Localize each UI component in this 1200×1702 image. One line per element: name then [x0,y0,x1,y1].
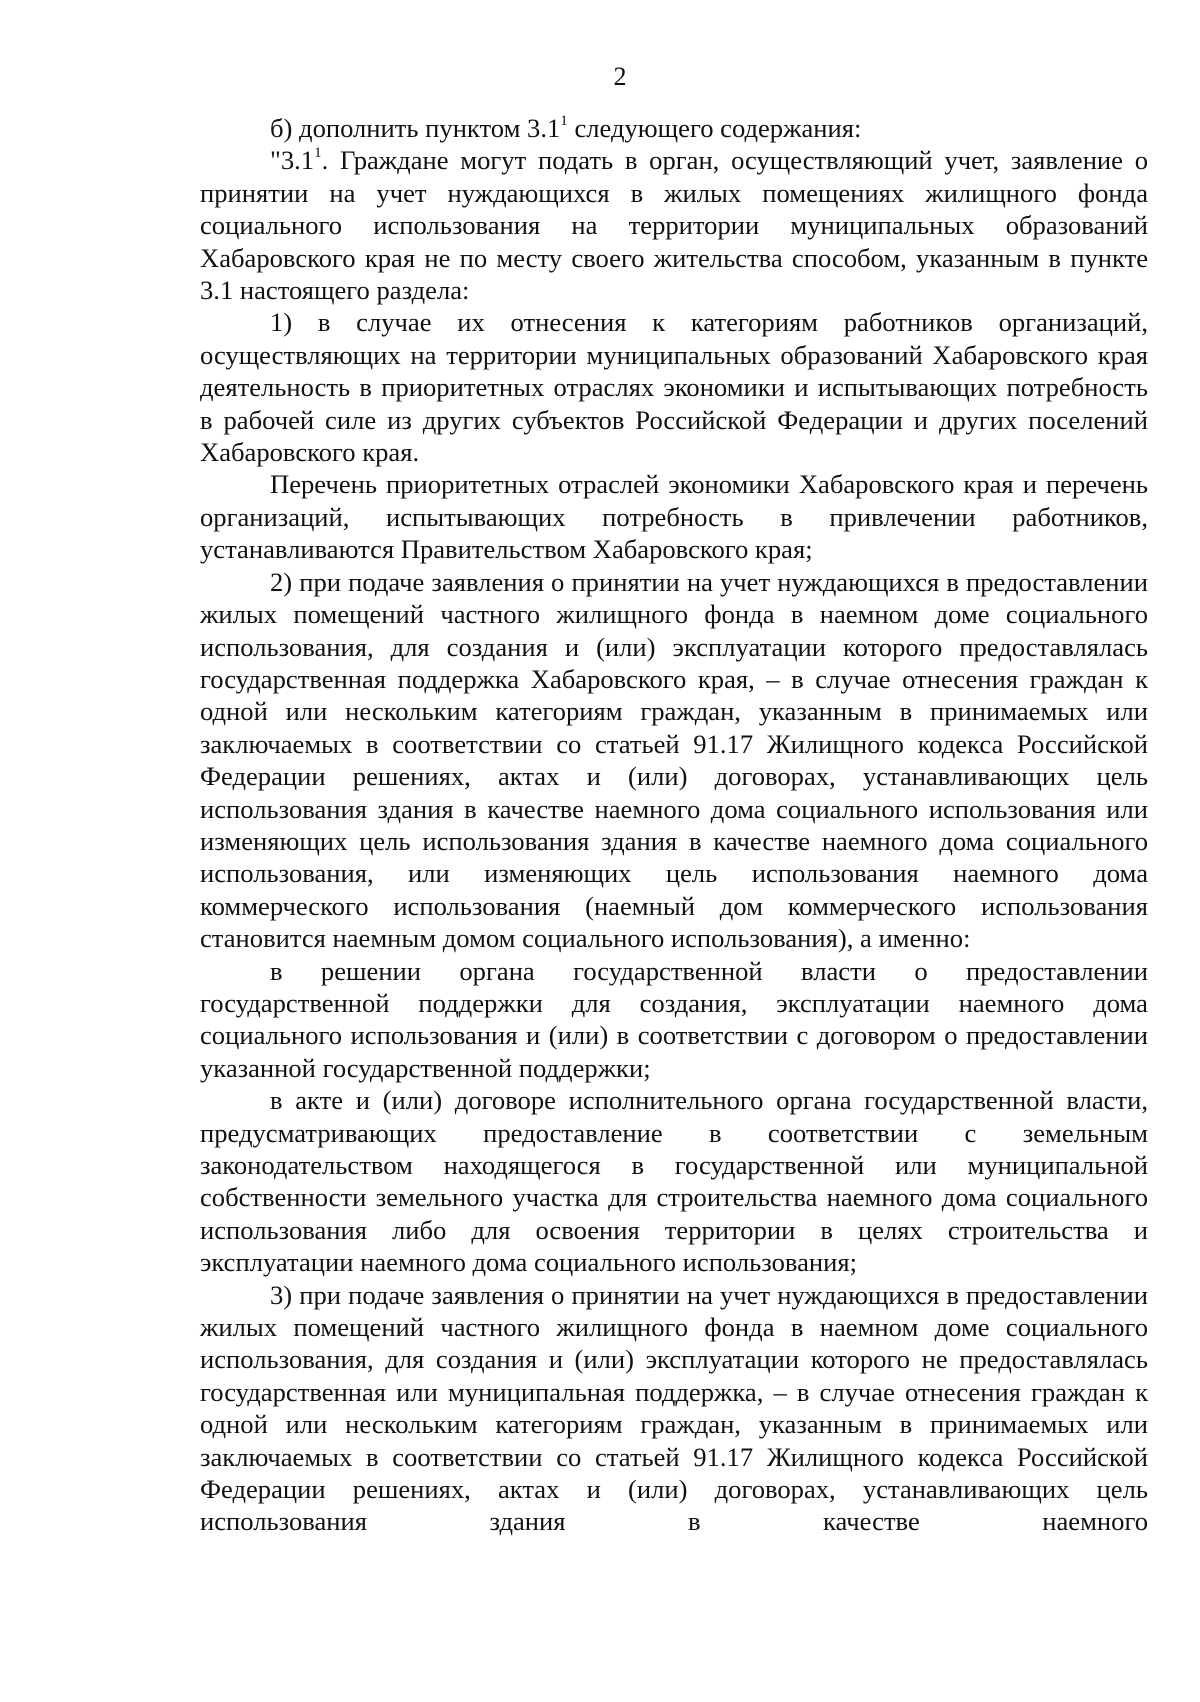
paragraph-amendment-intro [200,112,1148,144]
paragraph-item-3: 3) при подаче заявления о принятии на учет нуждающихся в предоставлении жилых помещений частного жилищного фонда в наемном доме социального использования, для создания и (или) эксплуатации которого не предоставлялась государственная или муниципальная поддержка, – в случае отнесения граждан к одной или нескольким категориям граждан, указанным в принимаемых или заключаемых в соответствии со статьей 91.17 Жилищного кодекса Российской Федерации решениях, актах и (или) договорах, устанавливающих цель использования здания в качестве наемного [200,1279,1148,1537]
paragraph-text-part: следующего содержания: [567,113,862,143]
paragraph-priority-list: Перечень приоритетных отраслей экономики Хабаровского края и перечень организаций, испытывающих потребность в привлечении работников, устанавливаются Правительством Хабаровского края; [200,469,1148,565]
document-body [200,112,1148,1538]
paragraph-text-part: "3.1 [270,145,315,176]
paragraph-item-1: 1) в случае их отнесения к категориям работников организаций, осуществляющих на территории муниципальных образований Хабаровского края деятельность в приоритетных отраслях экономики и испытывающих потребность в рабочей силе из других субъектов Российской Федерации и других поселений Хабаровского края. [200,307,1148,468]
paragraph-decision: в решении органа государственной власти о предоставлении государственной поддержки для создания, эксплуатации наемного дома социального использования и (или) в соответствии с договором о предоставлении указанной государственной поддержки; [200,955,1148,1083]
superscript-index: 1 [314,145,322,162]
page-number: 2 [613,62,627,91]
paragraph-act-contract: в акте и (или) договоре исполнительного органа государственной власти, предусматривающих предоставление в соответствии с земельным законодательством находящегося в государственной или муниципальной собственности земельного участка для строительства наемного дома социального использования либо для освоения территории в целях строительства и эксплуатации наемного дома социального использования; [200,1085,1148,1278]
paragraph-clause-3-1-1 [200,144,1148,306]
superscript-index: 1 [560,113,568,129]
paragraph-item-2: 2) при подаче заявления о принятии на учет нуждающихся в предоставлении жилых помещений частного жилищного фонда в наемном доме социального использования, для создания и (или) эксплуатации которого предоставлялась государственная поддержка Хабаровского края, – в случае отнесения граждан к одной или нескольким категориям граждан, указанным в принимаемых или заключаемых в соответствии со статьей 91.17 Жилищного кодекса Российской Федерации решениях, актах и (или) договорах, устанавливающих цель использования здания в качестве наемного дома социального использования или изменяющих цель использования здания в качестве наемного дома социального использования, или изменяющих цель использования наемного дома коммерческого использования (наемный дом коммерческого использования становится наемным домом социального использования), а именно: [200,566,1148,954]
paragraph-text-part: б) дополнить пунктом 3.1 [270,113,561,143]
paragraph-text-part: . Граждане могут подать в орган, осуществляющий учет, заявление о принятии на учет нуждающихся в жилых помещениях жилищного фонда социального использования на территории муниципальных образований Хабаровского края не по месту своего жительства способом, указанным в пункте 3.1 настоящего раздела: [200,145,1148,306]
